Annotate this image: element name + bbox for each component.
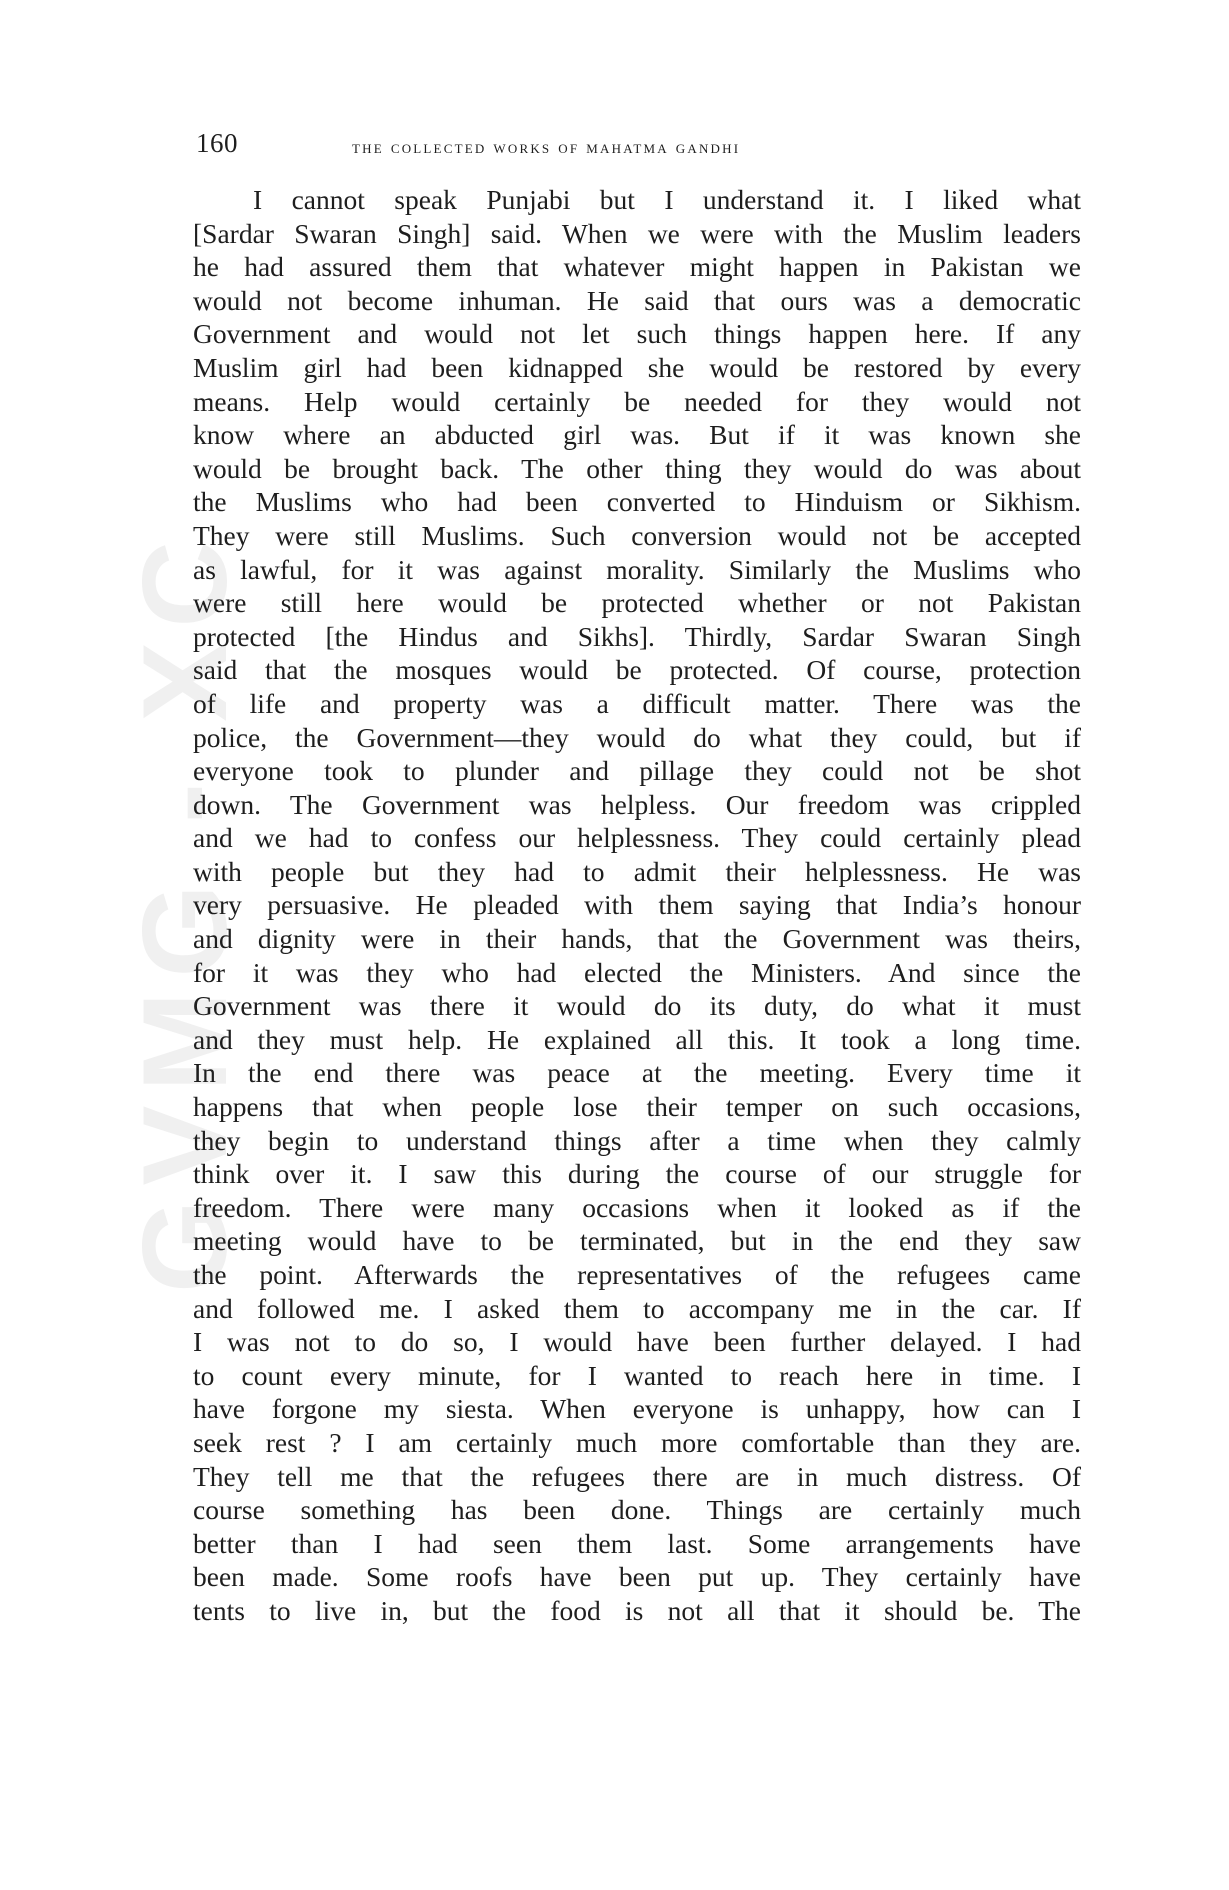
text-line: for it was they who had elected the Ministers. And since the xyxy=(193,956,1081,988)
text-line: Government was there it would do its duty, do what it must xyxy=(193,990,1081,1022)
text-line: know where an abducted girl was. But if it was known she xyxy=(193,419,1081,451)
text-line: the point. Afterwards the representatives of the refugees came xyxy=(193,1259,1081,1290)
text-line: with people but they had to admit their helplessness. He was xyxy=(193,855,1081,887)
text-line: think over it. I saw this during the course of our struggle for xyxy=(193,1158,1081,1190)
text-line: happens that when people lose their temper on such occasions, xyxy=(193,1091,1081,1123)
text-line: meeting would have to be terminated, but in the end they saw xyxy=(193,1225,1081,1257)
text-line: [Sardar Swaran Singh] said. When we were with the Muslim leaders xyxy=(193,217,1081,249)
text-line: tents to live in, but the food is not all that it should be. The xyxy=(193,1594,1081,1626)
text-line: the Muslims who had been converted to Hinduism or Sikhism. xyxy=(193,486,1081,518)
text-line: I was not to do so, I would have been further delayed. I had xyxy=(193,1326,1081,1358)
text-line: of life and property was a difficult matter. There was the xyxy=(193,687,1081,719)
text-line: and dignity were in their hands, that the Government was theirs, xyxy=(193,923,1081,955)
text-line: They tell me that the refugees there are in much distress. Of xyxy=(193,1460,1081,1492)
text-line: course something has been done. Things are certainly much xyxy=(193,1494,1081,1526)
text-line: police, the Government—they would do what they could, but if xyxy=(193,721,1081,753)
text-line: Government and would not let such things happen here. If any xyxy=(193,318,1081,350)
text-line: were still here would be protected whether or not Pakistan xyxy=(193,587,1081,619)
page-number: 160 xyxy=(196,128,238,158)
text-line: I cannot speak Punjabi but I understand it. I liked what xyxy=(253,184,1081,215)
text-line: better than I had seen them last. Some arrangements have xyxy=(193,1527,1081,1559)
text-line: would not become inhuman. He said that ours was a democratic xyxy=(193,284,1081,316)
text-line: he had assured them that whatever might happen in Pakistan we xyxy=(193,251,1081,283)
text-line: Muslim girl had been kidnapped she would be restored by every xyxy=(193,351,1081,383)
text-line: would be brought back. The other thing they would do was about xyxy=(193,452,1081,484)
text-line: down. The Government was helpless. Our freedom was crippled xyxy=(193,788,1081,820)
text-line: they begin to understand things after a time when they calmly xyxy=(193,1124,1081,1156)
text-line: and followed me. I asked them to accompany me in the car. If xyxy=(193,1292,1081,1324)
text-line: as lawful, for it was against morality. Similarly the Muslims who xyxy=(193,553,1081,585)
text-line: been made. Some roofs have been put up. They certainly have xyxy=(193,1561,1081,1593)
text-line: and they must help. He explained all this. It took a long time. xyxy=(193,1023,1081,1055)
running-head: the collected works of mahatma gandhi xyxy=(352,137,741,158)
text-line: said that the mosques would be protected. Of course, protection xyxy=(193,654,1081,686)
watermark: GVMG - XC xyxy=(118,526,252,1294)
text-line: everyone took to plunder and pillage they could not be shot xyxy=(193,755,1081,787)
text-line: freedom. There were many occasions when it looked as if the xyxy=(193,1191,1081,1223)
text-line: have forgone my siesta. When everyone is unhappy, how can I xyxy=(193,1393,1081,1425)
text-line: very persuasive. He pleaded with them saying that India’s honour xyxy=(193,889,1081,921)
text-line: They were still Muslims. Such conversion would not be accepted xyxy=(193,519,1081,551)
text-line: seek rest ? I am certainly much more comfortable than they are. xyxy=(193,1426,1081,1458)
text-line: protected [the Hindus and Sikhs]. Thirdly, Sardar Swaran Singh xyxy=(193,620,1081,652)
body-paragraph xyxy=(193,183,1081,1628)
text-line: means. Help would certainly be needed for they would not xyxy=(193,385,1081,417)
text-line: In the end there was peace at the meeting. Every time it xyxy=(193,1057,1081,1089)
page-header xyxy=(196,128,1080,168)
text-line: to count every minute, for I wanted to reach here in time. I xyxy=(193,1359,1081,1391)
text-line: and we had to confess our helplessness. They could certainly plead xyxy=(193,822,1081,854)
